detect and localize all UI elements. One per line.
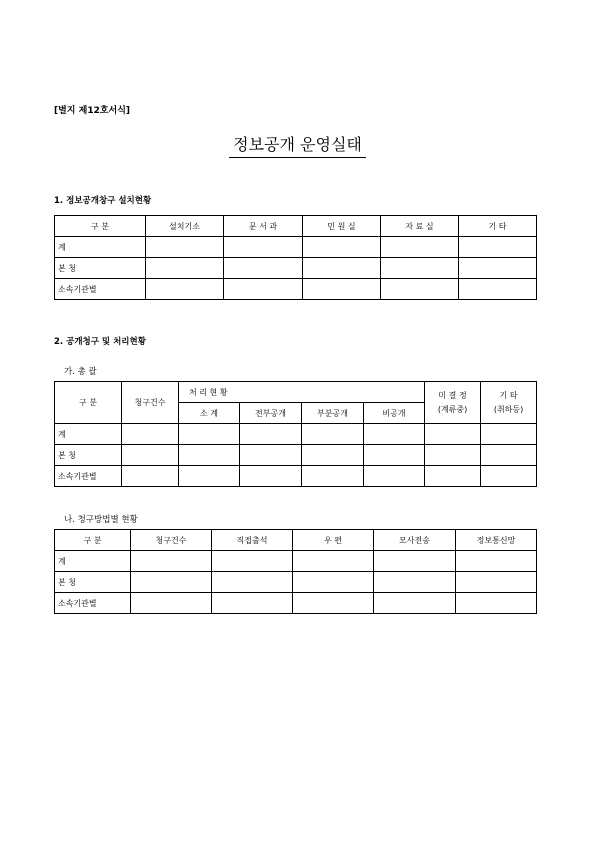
header-cell: 민 원 실 <box>303 216 381 237</box>
data-cell[interactable] <box>122 424 179 445</box>
data-cell[interactable] <box>374 593 456 614</box>
data-cell[interactable] <box>146 237 224 258</box>
section1-table <box>54 215 537 300</box>
header-cell: 처 리 현 황 <box>179 382 425 403</box>
header-cell: 우 편 <box>293 530 374 551</box>
data-cell[interactable] <box>240 445 302 466</box>
data-cell[interactable] <box>381 237 459 258</box>
data-cell[interactable] <box>381 258 459 279</box>
data-cell[interactable] <box>481 424 537 445</box>
section2a-heading: 가. 총 괄 <box>64 367 97 377</box>
data-cell[interactable] <box>179 424 240 445</box>
header-cell: 문 서 과 <box>224 216 303 237</box>
table-row <box>55 424 537 445</box>
data-cell[interactable] <box>224 258 303 279</box>
row-label: 계 <box>55 424 122 445</box>
header-cell: 소 계 <box>179 403 240 424</box>
data-cell[interactable] <box>302 445 364 466</box>
data-cell[interactable] <box>374 572 456 593</box>
data-cell[interactable] <box>425 445 481 466</box>
data-cell[interactable] <box>122 445 179 466</box>
header-cell: 자 료 실 <box>381 216 459 237</box>
section2a-table <box>54 381 537 487</box>
table-header-row <box>55 382 537 403</box>
data-cell[interactable] <box>293 572 374 593</box>
data-cell[interactable] <box>456 593 537 614</box>
data-cell[interactable] <box>146 279 224 300</box>
data-cell[interactable] <box>459 258 537 279</box>
data-cell[interactable] <box>179 445 240 466</box>
table-row <box>55 279 537 300</box>
table-row <box>55 551 537 572</box>
header-cell: 청구건수 <box>131 530 212 551</box>
data-cell[interactable] <box>374 551 456 572</box>
header-cell <box>481 382 537 424</box>
section2b-table <box>54 529 537 614</box>
table-row <box>55 237 537 258</box>
row-label: 소속기관별 <box>55 466 122 487</box>
header-cell: 전부공개 <box>240 403 302 424</box>
header-cell: 직접출석 <box>212 530 293 551</box>
data-cell[interactable] <box>456 551 537 572</box>
table-header-row <box>55 530 537 551</box>
header-cell: 정보통신망 <box>456 530 537 551</box>
table-header-row <box>55 216 537 237</box>
data-cell[interactable] <box>303 279 381 300</box>
header-cell: 구 분 <box>55 530 131 551</box>
header-cell: 구 분 <box>55 382 122 424</box>
data-cell[interactable] <box>146 258 224 279</box>
header-pending-line1: 미 결 정 <box>438 390 467 400</box>
data-cell[interactable] <box>293 551 374 572</box>
document-title-text: 정보공개 운영실태 <box>229 132 366 158</box>
form-label: [별지 제12호서식] <box>54 106 131 116</box>
data-cell[interactable] <box>212 551 293 572</box>
data-cell[interactable] <box>364 445 425 466</box>
data-cell[interactable] <box>303 237 381 258</box>
data-cell[interactable] <box>212 572 293 593</box>
section1-heading: 1. 정보공개창구 설치현황 <box>54 196 152 206</box>
row-label: 소속기관별 <box>55 279 146 300</box>
table-row <box>55 445 537 466</box>
document-title <box>0 132 595 158</box>
header-cell: 설치기소 <box>146 216 224 237</box>
data-cell[interactable] <box>364 466 425 487</box>
row-label: 계 <box>55 551 131 572</box>
header-cell: 청구건수 <box>122 382 179 424</box>
data-cell[interactable] <box>456 572 537 593</box>
table-row <box>55 572 537 593</box>
table-row <box>55 258 537 279</box>
header-cell: 구 분 <box>55 216 146 237</box>
table-row <box>55 466 537 487</box>
data-cell[interactable] <box>240 466 302 487</box>
data-cell[interactable] <box>293 593 374 614</box>
header-cell: 비공개 <box>364 403 425 424</box>
data-cell[interactable] <box>212 593 293 614</box>
data-cell[interactable] <box>131 593 212 614</box>
data-cell[interactable] <box>302 466 364 487</box>
data-cell[interactable] <box>122 466 179 487</box>
data-cell[interactable] <box>303 258 381 279</box>
header-cell: 모사전송 <box>374 530 456 551</box>
row-label: 소속기관별 <box>55 593 131 614</box>
section2-heading: 2. 공개청구 및 처리현황 <box>54 337 146 347</box>
data-cell[interactable] <box>381 279 459 300</box>
header-etc-line1: 기 타 <box>499 390 518 400</box>
data-cell[interactable] <box>224 279 303 300</box>
data-cell[interactable] <box>179 466 240 487</box>
row-label: 본 청 <box>55 445 122 466</box>
data-cell[interactable] <box>131 572 212 593</box>
data-cell[interactable] <box>425 424 481 445</box>
row-label: 본 청 <box>55 258 146 279</box>
header-cell <box>425 382 481 424</box>
row-label: 본 청 <box>55 572 131 593</box>
data-cell[interactable] <box>302 424 364 445</box>
data-cell[interactable] <box>459 279 537 300</box>
header-cell: 기 타 <box>459 216 537 237</box>
header-etc-line2: (취하등) <box>493 404 524 414</box>
data-cell[interactable] <box>131 551 212 572</box>
header-pending-line2: (계류중) <box>437 404 468 414</box>
header-cell: 부분공개 <box>302 403 364 424</box>
data-cell[interactable] <box>459 237 537 258</box>
data-cell[interactable] <box>425 466 481 487</box>
data-cell[interactable] <box>481 445 537 466</box>
data-cell[interactable] <box>224 237 303 258</box>
data-cell[interactable] <box>364 424 425 445</box>
data-cell[interactable] <box>240 424 302 445</box>
section2b-heading: 나. 청구방법별 현황 <box>64 515 138 525</box>
table-row <box>55 593 537 614</box>
data-cell[interactable] <box>481 466 537 487</box>
row-label: 계 <box>55 237 146 258</box>
